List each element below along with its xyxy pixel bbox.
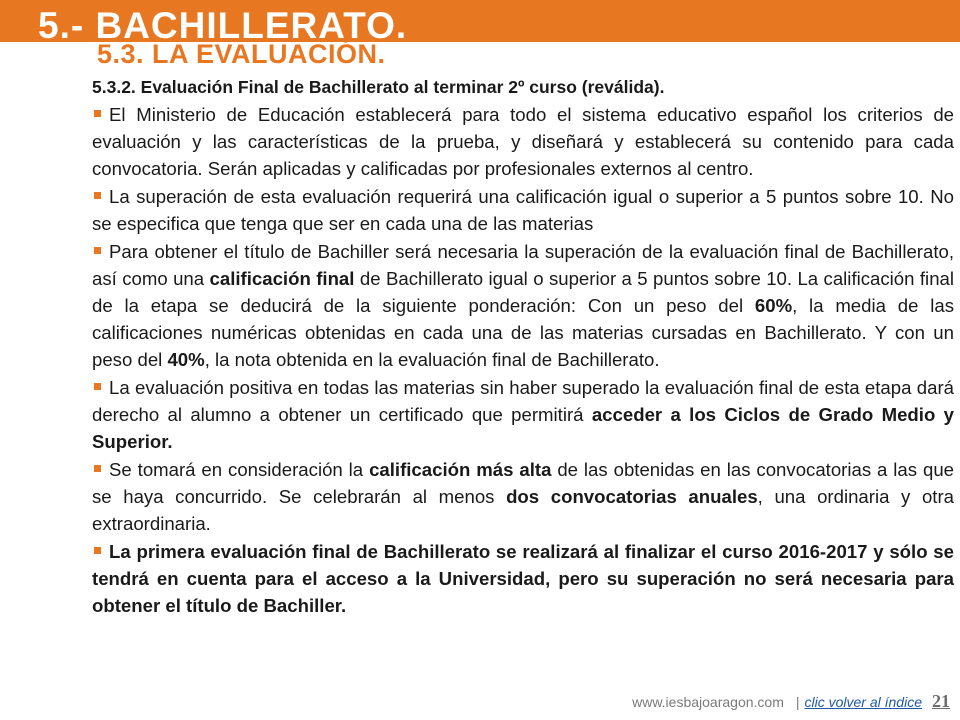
emphasis-text: 40% — [167, 349, 205, 370]
bullet-icon — [94, 383, 101, 390]
paragraph-3: Para obtener el título de Bachiller será necesaria la superación de la evaluación final de Bachillerato, así como una calificación final de Bachillerato igual o superior a 5 puntos sobre 10. La calificación final de la etapa se deducirá de la siguiente ponderación: Con un peso del 60%, la media de las calificaciones numéricas obtenidas en cada una de las materias cursadas en Bachillerato. Y con un peso del 40%, la nota obtenida en la evaluación final de Bachillerato. — [92, 241, 955, 370]
page-number: 21 — [932, 691, 950, 711]
page-title: 5.- BACHILLERATO. — [38, 5, 408, 40]
paragraph-6 — [92, 538, 954, 619]
footer-website: www.iesbajoaragon.com — [632, 694, 784, 710]
paragraph-5: Se tomará en consideración la calificación más alta de las obtenidas en las convocatorias a las que se haya concurrido. Se celebrarán al menos dos convocatorias anuales, una ordinaria y otra extraordinaria. — [92, 459, 955, 534]
emphasis-text: La primera evaluación final de Bachillerato se realizará al finalizar el curso 2016-2017 y sólo se tendrá en cuenta para el acceso a la Universidad, pero su superación no será necesaria para obtener el título de Bachiller. — [92, 541, 954, 616]
content-body — [92, 101, 954, 620]
emphasis-text: acceder a los Ciclos de Grado Medio y Superior. — [92, 404, 954, 452]
section-subtitle: 5.3. LA EVALUACIÓN. — [97, 39, 386, 69]
bullet-icon — [94, 465, 101, 472]
bullet-icon — [94, 192, 101, 199]
bullet-icon — [94, 547, 101, 554]
back-to-index-link[interactable]: clic volver al índice — [804, 694, 922, 710]
emphasis-text: dos convocatorias anuales — [506, 486, 758, 507]
paragraph-4: La evaluación positiva en todas las materias sin haber superado la evaluación final de esta etapa dará derecho al alumno a obtener un certificado que permitirá acceder a los Ciclos de Grado Medio y Superior. — [92, 377, 954, 452]
footer-separator: | — [795, 694, 800, 710]
bullet-icon — [94, 247, 101, 254]
footer — [632, 691, 950, 712]
emphasis-text: 60% — [754, 295, 793, 316]
paragraph-2: La superación de esta evaluación requerirá una calificación igual o superior a 5 puntos sobre 10. No se especifica que tenga que ser en cada una de las materias — [92, 186, 954, 234]
emphasis-text: calificación más alta — [369, 459, 552, 480]
paragraph-1: El Ministerio de Educación establecerá para todo el sistema educativo español los criterios de evaluación y las características de la prueba, y diseñará y establecerá su contenido para cada convocatoria. Serán aplicadas y calificadas por profesionales externos al centro. — [92, 104, 954, 179]
emphasis-text: calificación final — [209, 268, 355, 289]
subsection-heading: 5.3.2. Evaluación Final de Bachillerato al terminar 2º curso (reválida). — [92, 77, 665, 97]
bullet-icon — [94, 110, 101, 117]
